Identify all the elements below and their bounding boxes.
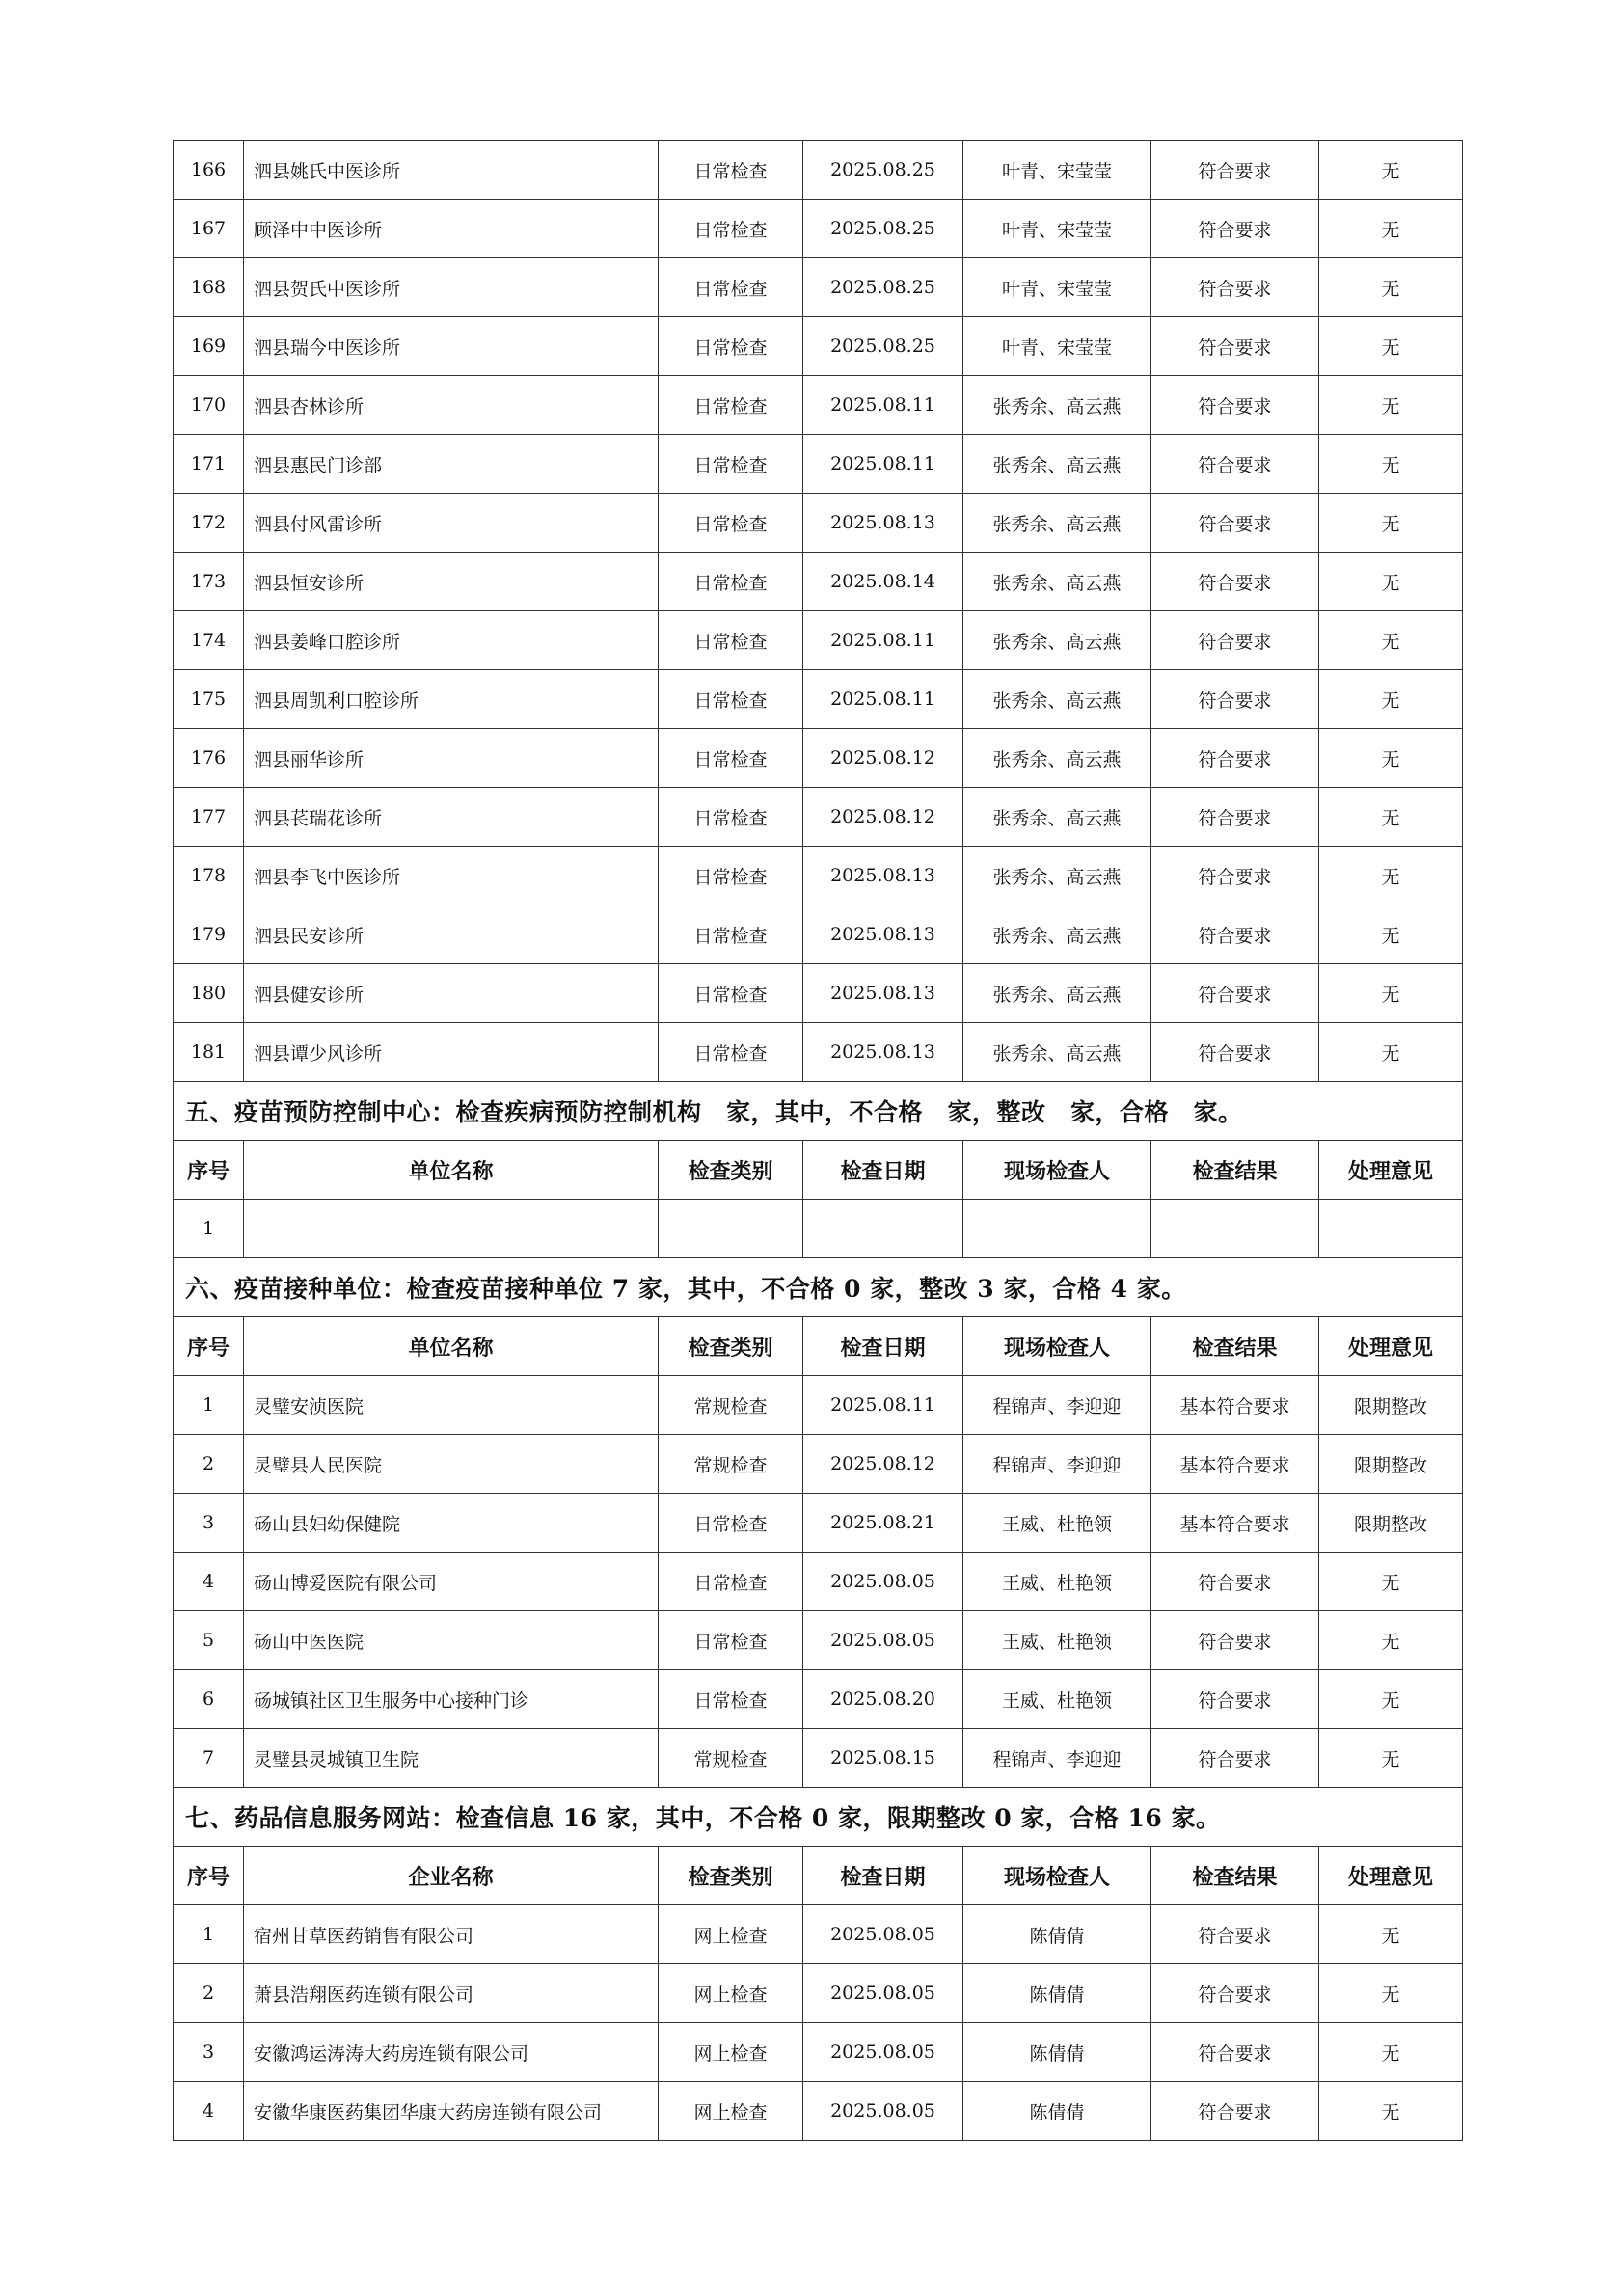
section-title: 七、药品信息服务网站：检查信息 16 家，其中，不合格 0 家，限期整改 0 家，合格 16 家。: [174, 1788, 1463, 1847]
col-inspector-cell: 叶青、宋莹莹: [963, 141, 1151, 200]
table-row: [174, 2023, 1463, 2082]
col-index-cell: 169: [174, 317, 244, 376]
header-cell-col-result: 检查结果: [1151, 1141, 1319, 1200]
col-opinion-cell: 无: [1319, 788, 1463, 847]
col-index-cell: 178: [174, 847, 244, 905]
col-opinion-cell: 无: [1319, 2082, 1463, 2141]
col-type-cell: 日常检查: [659, 1023, 803, 1082]
col-date-cell: 2025.08.11: [803, 1376, 963, 1435]
col-date-cell: 2025.08.05: [803, 2023, 963, 2082]
table-row: [174, 1553, 1463, 1611]
table-row: [174, 964, 1463, 1023]
table-row: [174, 258, 1463, 317]
table-row: [174, 788, 1463, 847]
table-row: [174, 435, 1463, 494]
col-date-cell: 2025.08.13: [803, 847, 963, 905]
col-inspector-cell: 张秀余、高云燕: [963, 376, 1151, 435]
col-opinion-cell: 无: [1319, 376, 1463, 435]
col-date-cell: 2025.08.05: [803, 2082, 963, 2141]
col-index-cell: 4: [174, 2082, 244, 2141]
section-heading-row: [174, 1788, 1463, 1847]
col-inspector-cell: 王威、杜艳领: [963, 1670, 1151, 1729]
col-inspector-cell: 张秀余、高云燕: [963, 964, 1151, 1023]
col-result-cell: 符合要求: [1151, 200, 1319, 258]
col-result-cell: 符合要求: [1151, 1964, 1319, 2023]
col-date-cell: 2025.08.05: [803, 1964, 963, 2023]
col-result-cell: 符合要求: [1151, 2023, 1319, 2082]
section-heading-row: [174, 1082, 1463, 1141]
col-inspector-cell: 张秀余、高云燕: [963, 611, 1151, 670]
col-inspector-cell: 张秀余、高云燕: [963, 553, 1151, 611]
table-row: [174, 1200, 1463, 1258]
col-index-cell: 168: [174, 258, 244, 317]
header-cell-col-type: 检查类别: [659, 1847, 803, 1905]
table-row: [174, 1905, 1463, 1964]
col-index-cell: 6: [174, 1670, 244, 1729]
col-index-cell: 7: [174, 1729, 244, 1788]
col-opinion-cell: [1319, 1200, 1463, 1258]
col-index-cell: 5: [174, 1611, 244, 1670]
table-row: [174, 905, 1463, 964]
col-index-cell: 170: [174, 376, 244, 435]
col-inspector-cell: [963, 1200, 1151, 1258]
col-type-cell: 日常检查: [659, 317, 803, 376]
col-opinion-cell: 无: [1319, 2023, 1463, 2082]
header-cell-col-index: 序号: [174, 1141, 244, 1200]
col-name-cell: 泗县谭少风诊所: [244, 1023, 659, 1082]
table-row: [174, 2082, 1463, 2141]
col-date-cell: 2025.08.25: [803, 200, 963, 258]
col-date-cell: 2025.08.13: [803, 494, 963, 553]
table-body: [174, 141, 1463, 2141]
col-index-cell: 174: [174, 611, 244, 670]
col-inspector-cell: 程锦声、李迎迎: [963, 1376, 1151, 1435]
col-index-cell: 175: [174, 670, 244, 729]
col-inspector-cell: 叶青、宋莹莹: [963, 258, 1151, 317]
section-title: 六、疫苗接种单位：检查疫苗接种单位 7 家，其中，不合格 0 家，整改 3 家，合格 4 家。: [174, 1258, 1463, 1317]
col-opinion-cell: 无: [1319, 200, 1463, 258]
col-name-cell: 安徽鸿运涛涛大药房连锁有限公司: [244, 2023, 659, 2082]
header-cell-col-date: 检查日期: [803, 1847, 963, 1905]
col-inspector-cell: 张秀余、高云燕: [963, 729, 1151, 788]
col-type-cell: 日常检查: [659, 788, 803, 847]
table-row: [174, 1964, 1463, 2023]
col-date-cell: 2025.08.21: [803, 1494, 963, 1553]
col-type-cell: 网上检查: [659, 1964, 803, 2023]
col-date-cell: 2025.08.12: [803, 729, 963, 788]
col-index-cell: 2: [174, 1964, 244, 2023]
col-name-cell: 泗县杏林诊所: [244, 376, 659, 435]
col-type-cell: 常规检查: [659, 1376, 803, 1435]
col-date-cell: 2025.08.05: [803, 1905, 963, 1964]
col-result-cell: 符合要求: [1151, 1729, 1319, 1788]
col-result-cell: 符合要求: [1151, 611, 1319, 670]
col-inspector-cell: 张秀余、高云燕: [963, 1023, 1151, 1082]
col-type-cell: 日常检查: [659, 1670, 803, 1729]
col-name-cell: 砀山博爱医院有限公司: [244, 1553, 659, 1611]
col-date-cell: 2025.08.20: [803, 1670, 963, 1729]
table-row: [174, 847, 1463, 905]
col-date-cell: 2025.08.14: [803, 553, 963, 611]
col-date-cell: 2025.08.05: [803, 1611, 963, 1670]
col-type-cell: 日常检查: [659, 611, 803, 670]
col-opinion-cell: 无: [1319, 1023, 1463, 1082]
col-index-cell: 177: [174, 788, 244, 847]
col-result-cell: 符合要求: [1151, 1611, 1319, 1670]
col-opinion-cell: 无: [1319, 553, 1463, 611]
header-cell-col-result: 检查结果: [1151, 1317, 1319, 1376]
col-inspector-cell: 张秀余、高云燕: [963, 494, 1151, 553]
col-name-cell: 砀城镇社区卫生服务中心接种门诊: [244, 1670, 659, 1729]
col-result-cell: 符合要求: [1151, 788, 1319, 847]
col-date-cell: 2025.08.13: [803, 905, 963, 964]
header-cell-col-inspector: 现场检查人: [963, 1317, 1151, 1376]
col-inspector-cell: 叶青、宋莹莹: [963, 200, 1151, 258]
col-inspector-cell: 叶青、宋莹莹: [963, 317, 1151, 376]
col-index-cell: 167: [174, 200, 244, 258]
header-cell-col-type: 检查类别: [659, 1141, 803, 1200]
col-inspector-cell: 张秀余、高云燕: [963, 670, 1151, 729]
col-opinion-cell: 无: [1319, 847, 1463, 905]
col-inspector-cell: 陈倩倩: [963, 1905, 1151, 1964]
col-index-cell: 2: [174, 1435, 244, 1494]
col-index-cell: 180: [174, 964, 244, 1023]
col-type-cell: 日常检查: [659, 847, 803, 905]
col-inspector-cell: 程锦声、李迎迎: [963, 1435, 1151, 1494]
col-type-cell: 日常检查: [659, 729, 803, 788]
table-row: [174, 141, 1463, 200]
col-opinion-cell: 无: [1319, 670, 1463, 729]
header-cell-col-date: 检查日期: [803, 1317, 963, 1376]
col-date-cell: [803, 1200, 963, 1258]
col-index-cell: 3: [174, 2023, 244, 2082]
col-opinion-cell: 限期整改: [1319, 1494, 1463, 1553]
col-result-cell: 基本符合要求: [1151, 1376, 1319, 1435]
col-name-cell: 泗县苌瑞花诊所: [244, 788, 659, 847]
col-opinion-cell: 无: [1319, 905, 1463, 964]
col-date-cell: 2025.08.11: [803, 435, 963, 494]
col-date-cell: 2025.08.11: [803, 611, 963, 670]
table-row: [174, 1670, 1463, 1729]
col-index-cell: 4: [174, 1553, 244, 1611]
col-opinion-cell: 无: [1319, 1553, 1463, 1611]
header-cell-col-date: 检查日期: [803, 1141, 963, 1200]
col-name-cell: 泗县恒安诊所: [244, 553, 659, 611]
col-name-cell: [244, 1200, 659, 1258]
inspection-table: [173, 140, 1463, 2141]
col-type-cell: 网上检查: [659, 1905, 803, 1964]
header-cell-col-inspector: 现场检查人: [963, 1847, 1151, 1905]
col-name-cell: 泗县瑞今中医诊所: [244, 317, 659, 376]
col-result-cell: 符合要求: [1151, 847, 1319, 905]
header-cell-col-name: 单位名称: [244, 1141, 659, 1200]
col-name-cell: 泗县李飞中医诊所: [244, 847, 659, 905]
table-row: [174, 670, 1463, 729]
col-index-cell: 179: [174, 905, 244, 964]
col-type-cell: 日常检查: [659, 141, 803, 200]
col-type-cell: [659, 1200, 803, 1258]
col-date-cell: 2025.08.25: [803, 258, 963, 317]
col-type-cell: 网上检查: [659, 2023, 803, 2082]
col-name-cell: 泗县民安诊所: [244, 905, 659, 964]
col-name-cell: 泗县付风雷诊所: [244, 494, 659, 553]
col-opinion-cell: 限期整改: [1319, 1435, 1463, 1494]
col-name-cell: 砀山中医医院: [244, 1611, 659, 1670]
col-date-cell: 2025.08.12: [803, 1435, 963, 1494]
col-inspector-cell: 陈倩倩: [963, 2023, 1151, 2082]
section-title: 五、疫苗预防控制中心：检查疾病预防控制机构 家，其中，不合格 家，整改 家，合格 家。: [174, 1082, 1463, 1141]
col-opinion-cell: 限期整改: [1319, 1376, 1463, 1435]
header-cell-col-opinion: 处理意见: [1319, 1317, 1463, 1376]
col-inspector-cell: 程锦声、李迎迎: [963, 1729, 1151, 1788]
col-type-cell: 日常检查: [659, 905, 803, 964]
col-name-cell: 萧县浩翔医药连锁有限公司: [244, 1964, 659, 2023]
col-opinion-cell: 无: [1319, 141, 1463, 200]
col-type-cell: 日常检查: [659, 1611, 803, 1670]
col-name-cell: 泗县姜峰口腔诊所: [244, 611, 659, 670]
header-cell-col-opinion: 处理意见: [1319, 1141, 1463, 1200]
table-row: [174, 553, 1463, 611]
col-opinion-cell: 无: [1319, 1905, 1463, 1964]
col-inspector-cell: 张秀余、高云燕: [963, 847, 1151, 905]
col-opinion-cell: 无: [1319, 729, 1463, 788]
col-name-cell: 宿州甘草医药销售有限公司: [244, 1905, 659, 1964]
col-inspector-cell: 陈倩倩: [963, 1964, 1151, 2023]
col-name-cell: 泗县周凯利口腔诊所: [244, 670, 659, 729]
header-cell-col-name: 企业名称: [244, 1847, 659, 1905]
col-name-cell: 泗县健安诊所: [244, 964, 659, 1023]
col-result-cell: 符合要求: [1151, 258, 1319, 317]
col-type-cell: 日常检查: [659, 553, 803, 611]
table-header-row: [174, 1847, 1463, 1905]
col-result-cell: 符合要求: [1151, 141, 1319, 200]
col-opinion-cell: 无: [1319, 1729, 1463, 1788]
col-date-cell: 2025.08.13: [803, 1023, 963, 1082]
table-row: [174, 1023, 1463, 1082]
col-index-cell: 173: [174, 553, 244, 611]
col-result-cell: 符合要求: [1151, 1670, 1319, 1729]
col-type-cell: 日常检查: [659, 376, 803, 435]
col-opinion-cell: 无: [1319, 317, 1463, 376]
col-name-cell: 灵璧安浈医院: [244, 1376, 659, 1435]
table-row: [174, 1435, 1463, 1494]
header-cell-col-type: 检查类别: [659, 1317, 803, 1376]
col-index-cell: 181: [174, 1023, 244, 1082]
col-type-cell: 日常检查: [659, 435, 803, 494]
col-result-cell: 符合要求: [1151, 670, 1319, 729]
col-name-cell: 砀山县妇幼保健院: [244, 1494, 659, 1553]
col-date-cell: 2025.08.25: [803, 317, 963, 376]
col-type-cell: 日常检查: [659, 1494, 803, 1553]
col-inspector-cell: 张秀余、高云燕: [963, 435, 1151, 494]
col-type-cell: 日常检查: [659, 964, 803, 1023]
header-cell-col-index: 序号: [174, 1317, 244, 1376]
table-row: [174, 729, 1463, 788]
table-row: [174, 317, 1463, 376]
col-name-cell: 灵璧县人民医院: [244, 1435, 659, 1494]
col-date-cell: 2025.08.05: [803, 1553, 963, 1611]
col-result-cell: 符合要求: [1151, 553, 1319, 611]
table-row: [174, 1494, 1463, 1553]
col-result-cell: 符合要求: [1151, 1023, 1319, 1082]
col-result-cell: 符合要求: [1151, 2082, 1319, 2141]
col-inspector-cell: 张秀余、高云燕: [963, 905, 1151, 964]
col-index-cell: 1: [174, 1200, 244, 1258]
col-opinion-cell: 无: [1319, 611, 1463, 670]
col-result-cell: 符合要求: [1151, 1905, 1319, 1964]
col-name-cell: 泗县惠民门诊部: [244, 435, 659, 494]
col-name-cell: 泗县丽华诊所: [244, 729, 659, 788]
col-opinion-cell: 无: [1319, 964, 1463, 1023]
table-row: [174, 376, 1463, 435]
col-opinion-cell: 无: [1319, 435, 1463, 494]
col-type-cell: 日常检查: [659, 494, 803, 553]
col-name-cell: 泗县姚氏中医诊所: [244, 141, 659, 200]
col-index-cell: 171: [174, 435, 244, 494]
col-date-cell: 2025.08.13: [803, 964, 963, 1023]
col-result-cell: 符合要求: [1151, 1553, 1319, 1611]
col-result-cell: 符合要求: [1151, 435, 1319, 494]
col-inspector-cell: 王威、杜艳领: [963, 1553, 1151, 1611]
col-name-cell: 灵璧县灵城镇卫生院: [244, 1729, 659, 1788]
col-inspector-cell: 张秀余、高云燕: [963, 788, 1151, 847]
header-cell-col-index: 序号: [174, 1847, 244, 1905]
col-opinion-cell: 无: [1319, 1670, 1463, 1729]
col-index-cell: 3: [174, 1494, 244, 1553]
col-index-cell: 172: [174, 494, 244, 553]
col-index-cell: 166: [174, 141, 244, 200]
header-cell-col-result: 检查结果: [1151, 1847, 1319, 1905]
col-result-cell: 符合要求: [1151, 964, 1319, 1023]
table-row: [174, 1729, 1463, 1788]
col-type-cell: 网上检查: [659, 2082, 803, 2141]
col-name-cell: 泗县贺氏中医诊所: [244, 258, 659, 317]
col-opinion-cell: 无: [1319, 258, 1463, 317]
col-type-cell: 日常检查: [659, 1553, 803, 1611]
col-type-cell: 日常检查: [659, 200, 803, 258]
col-opinion-cell: 无: [1319, 1611, 1463, 1670]
table-row: [174, 1376, 1463, 1435]
document-page: [173, 140, 1462, 2141]
header-cell-col-inspector: 现场检查人: [963, 1141, 1151, 1200]
col-date-cell: 2025.08.11: [803, 670, 963, 729]
table-row: [174, 200, 1463, 258]
col-date-cell: 2025.08.25: [803, 141, 963, 200]
col-name-cell: 安徽华康医药集团华康大药房连锁有限公司: [244, 2082, 659, 2141]
table-header-row: [174, 1317, 1463, 1376]
col-type-cell: 常规检查: [659, 1729, 803, 1788]
col-result-cell: 符合要求: [1151, 729, 1319, 788]
col-result-cell: 符合要求: [1151, 376, 1319, 435]
col-result-cell: 符合要求: [1151, 317, 1319, 376]
col-result-cell: 基本符合要求: [1151, 1435, 1319, 1494]
table-row: [174, 611, 1463, 670]
header-cell-col-name: 单位名称: [244, 1317, 659, 1376]
table-row: [174, 1611, 1463, 1670]
col-result-cell: 基本符合要求: [1151, 1494, 1319, 1553]
col-opinion-cell: 无: [1319, 494, 1463, 553]
col-date-cell: 2025.08.15: [803, 1729, 963, 1788]
section-heading-row: [174, 1258, 1463, 1317]
table-header-row: [174, 1141, 1463, 1200]
col-date-cell: 2025.08.12: [803, 788, 963, 847]
table-row: [174, 494, 1463, 553]
col-inspector-cell: 王威、杜艳领: [963, 1611, 1151, 1670]
header-cell-col-opinion: 处理意见: [1319, 1847, 1463, 1905]
col-type-cell: 日常检查: [659, 258, 803, 317]
col-type-cell: 日常检查: [659, 670, 803, 729]
col-type-cell: 常规检查: [659, 1435, 803, 1494]
col-inspector-cell: 王威、杜艳领: [963, 1494, 1151, 1553]
col-index-cell: 1: [174, 1376, 244, 1435]
col-result-cell: 符合要求: [1151, 494, 1319, 553]
col-name-cell: 顾泽中中医诊所: [244, 200, 659, 258]
col-result-cell: 符合要求: [1151, 905, 1319, 964]
col-result-cell: [1151, 1200, 1319, 1258]
col-inspector-cell: 陈倩倩: [963, 2082, 1151, 2141]
col-index-cell: 176: [174, 729, 244, 788]
col-index-cell: 1: [174, 1905, 244, 1964]
col-date-cell: 2025.08.11: [803, 376, 963, 435]
col-opinion-cell: 无: [1319, 1964, 1463, 2023]
